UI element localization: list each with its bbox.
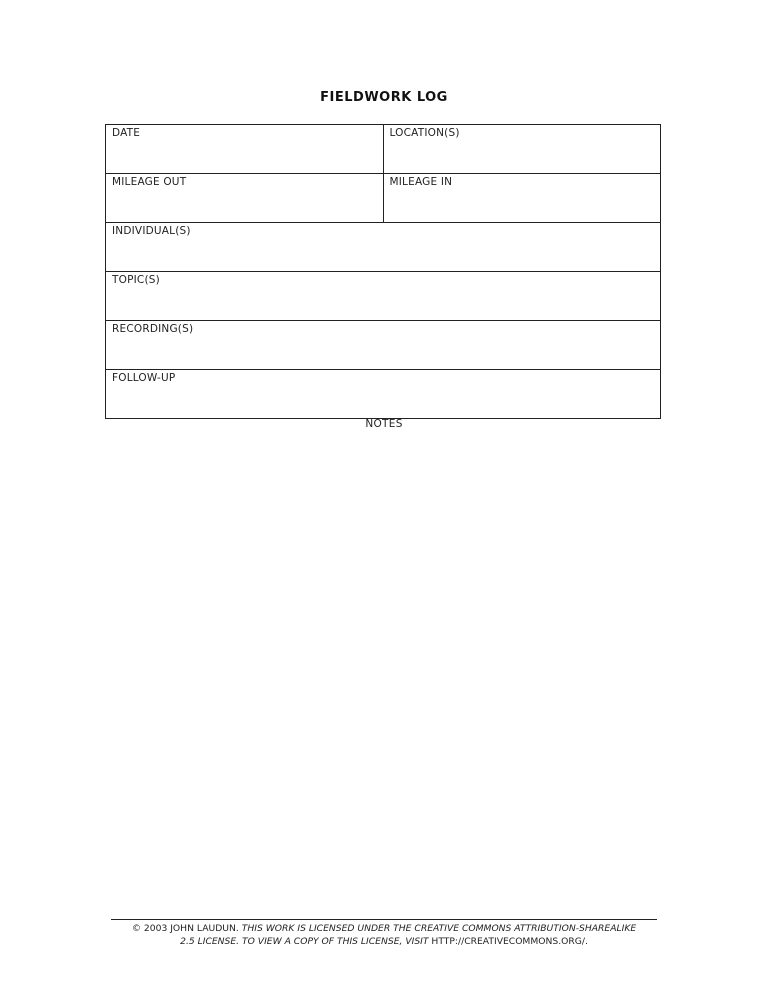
license-footer — [100, 922, 668, 948]
license-line-2 — [100, 935, 668, 948]
topics-label: TOPIC(S) — [112, 274, 160, 286]
license-text-1: THIS WORK IS LICENSED UNDER THE CREATIVE COMMONS ATTRIBUTION-SHAREALIKE — [241, 923, 637, 934]
date-field[interactable] — [106, 125, 384, 174]
table-row — [106, 321, 661, 370]
date-label: DATE — [112, 127, 141, 139]
page-title: FIELDWORK LOG — [320, 90, 448, 105]
table-row — [106, 370, 661, 419]
license-text-2: 2.5 LICENSE. TO VIEW A COPY OF THIS LICENSE, VISIT — [180, 936, 429, 947]
topics-field[interactable] — [106, 272, 661, 321]
mileage-in-label: MILEAGE IN — [389, 176, 453, 188]
individuals-field[interactable] — [106, 223, 661, 272]
table-row — [106, 272, 661, 321]
locations-label: LOCATION(S) — [389, 127, 460, 139]
fieldwork-form-table — [105, 124, 661, 419]
mileage-out-label: MILEAGE OUT — [112, 176, 187, 188]
license-line-1 — [100, 922, 668, 935]
table-row — [106, 125, 661, 174]
copyright-text: © 2003 JOHN LAUDUN. — [131, 923, 239, 934]
follow-up-field[interactable] — [106, 370, 661, 419]
follow-up-label: FOLLOW-UP — [112, 372, 176, 384]
mileage-in-field[interactable] — [383, 174, 661, 223]
footer-divider — [111, 919, 657, 920]
table-row — [106, 174, 661, 223]
recordings-field[interactable] — [106, 321, 661, 370]
table-row — [106, 223, 661, 272]
individuals-label: INDIVIDUAL(S) — [112, 225, 191, 237]
locations-field[interactable] — [383, 125, 661, 174]
mileage-out-field[interactable] — [106, 174, 384, 223]
license-url-link[interactable]: HTTP://CREATIVECOMMONS.ORG/. — [431, 936, 588, 947]
notes-heading: NOTES — [365, 418, 403, 430]
recordings-label: RECORDING(S) — [112, 323, 194, 335]
